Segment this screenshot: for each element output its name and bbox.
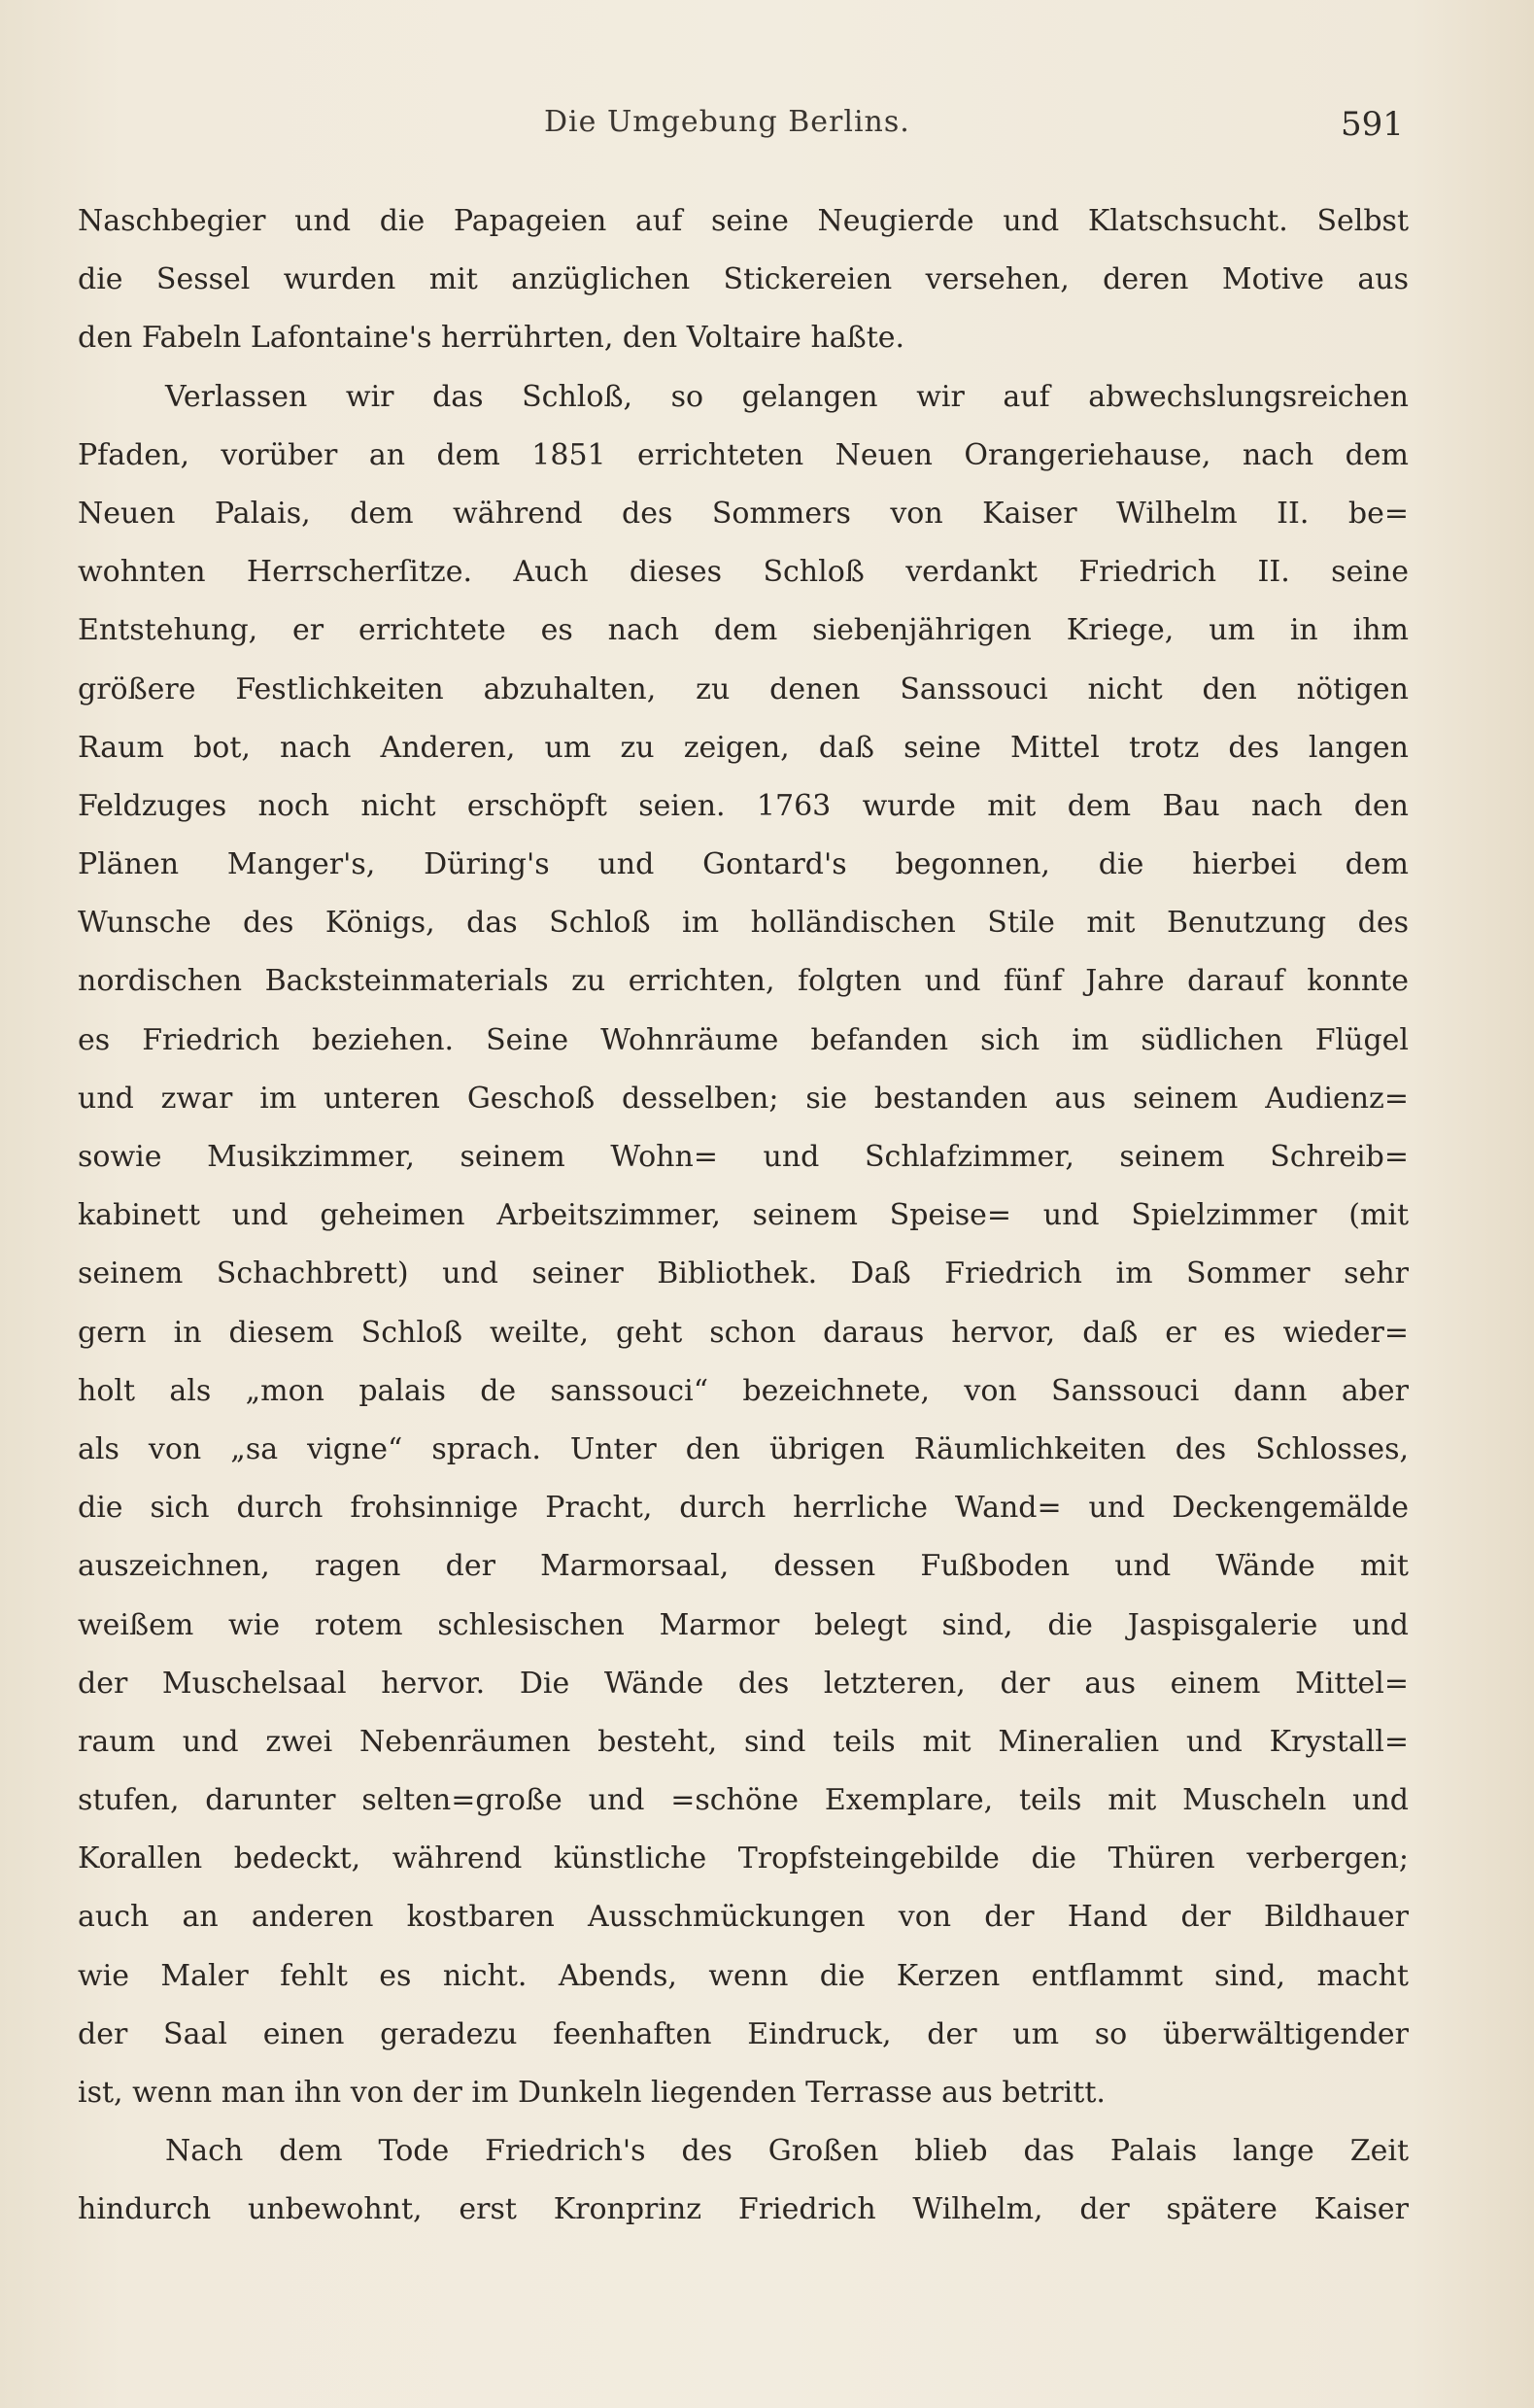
text-line: Pfaden, vorüber an dem 1851 errichteten Neuen Orangeriehause, nach dem [78,437,1409,472]
text-line: wie Maler fehlt es nicht. Abends, wenn die Kerzen entflammt sind, macht [78,1958,1409,1993]
text-line: der Muschelsaal hervor. Die Wände des letzteren, der aus einem Mittel= [78,1666,1409,1701]
text-line: Plänen Manger's, Düring's und Gontard's begonnen, die hierbei dem [78,847,1409,882]
text-line: Entstehung, er errichtete es nach dem siebenjährigen Kriege, um in ihm [78,613,1409,648]
text-line: hindurch unbewohnt, erst Kronprinz Friedrich Wilhelm, der spätere Kaiser [78,2192,1409,2227]
text-line: auszeichnen, ragen der Marmorsaal, dessen Fußboden und Wände mit [78,1549,1409,1584]
text-line: Korallen bedeckt, während künstliche Tropfsteingebilde die Thüren verbergen; [78,1841,1409,1876]
text-line: seinem Schachbrett) und seiner Bibliothek. Daß Friedrich im Sommer sehr [78,1256,1409,1291]
text-line: die Sessel wurden mit anzüglichen Stickereien versehen, deren Motive aus [78,262,1409,297]
text-line: nordischen Backsteinmaterials zu errichten, folgten und fünf Jahre darauf konnte [78,964,1409,999]
text-line: auch an anderen kostbaren Ausschmückungen von der Hand der Bildhauer [78,1900,1409,1935]
text-line: Naschbegier und die Papageien auf seine Neugierde und Klatschsucht. Selbst [78,204,1409,238]
text-line: Verlassen wir das Schloß, so gelangen wir auf abwechslungsreichen [165,379,1409,414]
text-line: holt als „mon palais de sanssouci“ bezeichnete, von Sanssouci dann aber [78,1373,1409,1408]
text-line: und zwar im unteren Geschoß desselben; sie bestanden aus seinem Audienz= [78,1081,1409,1116]
text-line: Raum bot, nach Anderen, um zu zeigen, daß seine Mittel trotz des langen [78,730,1409,765]
text-line: ist, wenn man ihn von der im Dunkeln liegenden Terrasse aus betritt. [78,2076,1106,2110]
text-line: sowie Musikzimmer, seinem Wohn= und Schlafzimmer, seinem Schreib= [78,1140,1409,1174]
page-number: 591 [1341,105,1404,144]
text-line: den Fabeln Lafontaine's herrührten, den Voltaire haßte. [78,321,905,356]
text-line: Neuen Palais, dem während des Sommers von Kaiser Wilhelm II. be= [78,496,1409,531]
text-line: stufen, darunter selten=große und =schöne Exemplare, teils mit Muscheln und [78,1783,1409,1818]
text-line: raum und zwei Nebenräumen besteht, sind teils mit Mineralien und Krystall= [78,1724,1409,1759]
text-line: größere Festlichkeiten abzuhalten, zu denen Sanssouci nicht den nötigen [78,671,1409,706]
text-line: Nach dem Tode Friedrich's des Großen blieb das Palais lange Zeit [165,2134,1409,2169]
text-line: der Saal einen geradezu feenhaften Eindruck, der um so überwältigender [78,2016,1409,2051]
text-line: kabinett und geheimen Arbeitszimmer, seinem Speise= und Spielzimmer (mit [78,1198,1409,1233]
text-line: Feldzuges noch nicht erschöpft seien. 1763 wurde mit dem Bau nach den [78,788,1409,823]
text-line: Wunsche des Königs, das Schloß im holländischen Stile mit Benutzung des [78,906,1409,941]
running-header: Die Umgebung Berlins. [544,105,910,139]
body-text [78,192,1409,2240]
text-line: es Friedrich beziehen. Seine Wohnräume befanden sich im südlichen Flügel [78,1022,1409,1057]
text-line: weißem wie rotem schlesischen Marmor belegt sind, die Jaspisgalerie und [78,1607,1409,1642]
text-line: wohnten Herrscherſitze. Auch dieses Schloß verdankt Friedrich II. seine [78,555,1409,590]
text-line: die sich durch frohsinnige Pracht, durch herrliche Wand= und Deckengemälde [78,1491,1409,1526]
text-line: gern in diesem Schloß weilte, geht schon daraus hervor, daß er es wieder= [78,1315,1409,1350]
text-line: als von „sa vigne“ sprach. Unter den übrigen Räumlichkeiten des Schlosses, [78,1431,1409,1466]
